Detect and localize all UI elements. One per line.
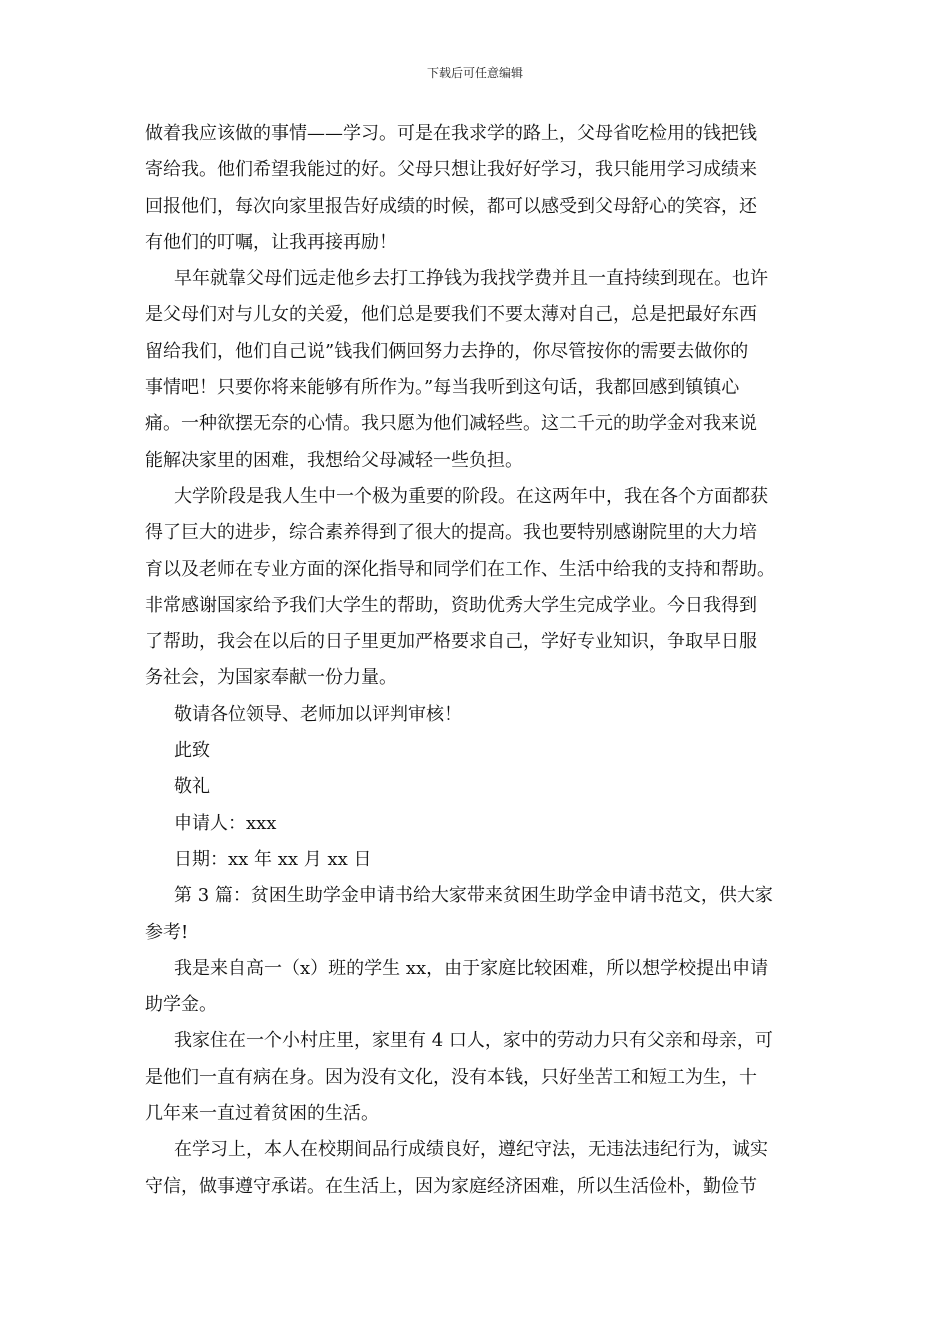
text-line: 回报他们，每次向家里报告好成绩的时候，都可以感受到父母舒心的笑容，还 (145, 195, 757, 217)
text-line: 守信，做事遵守承诺。在生活上，因为家庭经济困难，所以生活俭朴，勤俭节 (145, 1175, 757, 1197)
closing-regards: 敬礼 (174, 776, 210, 798)
text-line: 是他们一直有病在身。因为没有文化，没有本钱，只好坐苦工和短工为生，十 (145, 1066, 757, 1088)
text-line: 寄给我。他们希望我能过的好。父母只想让我好好学习，我只能用学习成绩来 (145, 159, 757, 181)
text-line: 非常感谢国家给予我们大学生的帮助，资助优秀大学生完成学业。今日我得到 (145, 594, 757, 616)
text-line: 助学金。 (145, 994, 217, 1016)
closing-salutation: 此致 (174, 740, 210, 762)
paragraph-first-line: 早年就靠父母们远走他乡去打工挣钱为我找学费并且一直持续到现在。也许 (174, 268, 768, 290)
text-line: 留给我们，他们自己说”钱我们俩回努力去挣的，你尽管按你的需要去做你的 (145, 340, 749, 362)
text-line: 育以及老师在专业方面的深化指导和同学们在工作、生活中给我的支持和帮助。 (145, 558, 775, 580)
text-line: 事情吧！只要你将来能够有所作为。”每当我听到这句话，我都回感到镇镇心 (145, 377, 740, 399)
text-line: 几年来一直过着贫困的生活。 (145, 1103, 379, 1125)
section-heading: 第 3 篇：贫困生助学金申请书给大家带来贫困生助学金申请书范文，供大家 (174, 885, 773, 907)
paragraph-first-line: 在学习上，本人在校期间品行成绩良好，遵纪守法，无违法违纪行为，诚实 (174, 1139, 768, 1161)
text-line: 务社会，为国家奉献一份力量。 (145, 667, 397, 689)
text-line: 了帮助，我会在以后的日子里更加严格要求自己，学好专业知识，争取早日服 (145, 631, 757, 653)
date-line: 日期：xx 年 xx 月 xx 日 (174, 848, 372, 870)
page-header: 下载后可任意编辑 (426, 66, 523, 80)
text-line: 有他们的叮嘱，让我再接再励！ (145, 231, 397, 253)
text-line: 得了巨大的进步，综合素养得到了很大的提高。我也要特别感谢院里的大力培 (145, 522, 757, 544)
paragraph-first-line: 我家住在一个小村庄里，家里有 4 口人，家中的劳动力只有父亲和母亲，可 (174, 1030, 773, 1052)
paragraph-first-line: 我是来自高一（x）班的学生 xx，由于家庭比较困难，所以想学校提出申请 (174, 957, 769, 979)
text-line: 是父母们对与儿女的关爱，他们总是要我们不要太薄对自己，总是把最好东西 (145, 304, 757, 326)
text-line: 参考! (145, 921, 189, 943)
document-body (145, 116, 807, 1205)
closing-request: 敬请各位领导、老师加以评判审核！ (174, 703, 462, 725)
text-line: 能解决家里的困难，我想给父母减轻一些负担。 (145, 449, 523, 471)
paragraph-first-line: 大学阶段是我人生中一个极为重要的阶段。在这两年中，我在各个方面都获 (174, 485, 768, 507)
text-line: 痛。一种欲摆无奈的心情。我只愿为他们减轻些。这二千元的助学金对我来说 (145, 413, 757, 435)
applicant-line: 申请人：xxx (174, 812, 277, 834)
text-line: 做着我应该做的事情——学习。可是在我求学的路上，父母省吃检用的钱把钱 (145, 123, 757, 144)
